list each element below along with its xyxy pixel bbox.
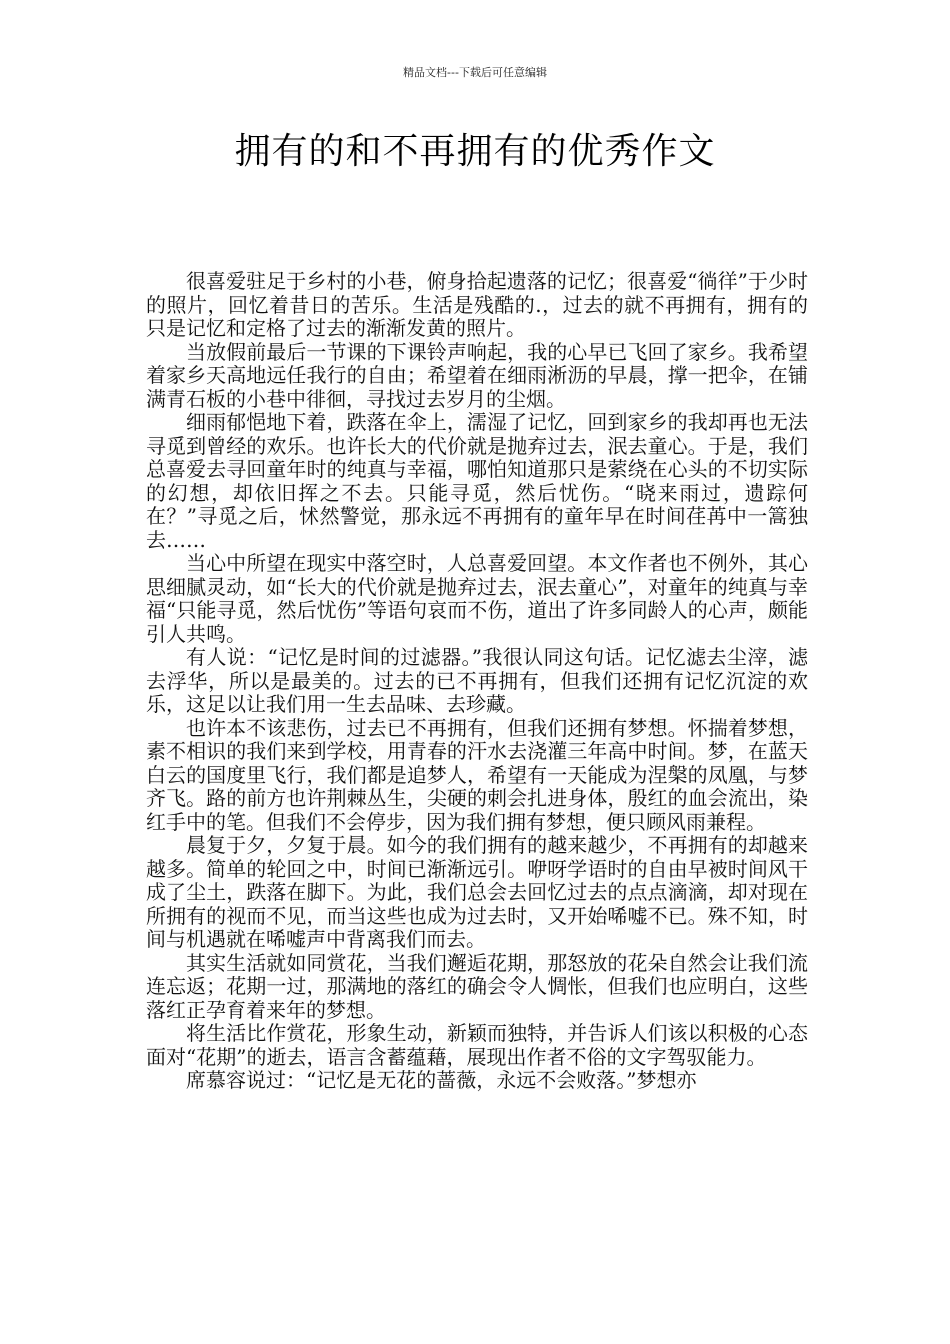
paragraph: 席慕容说过：“记忆是无花的蔷薇，永远不会败落。”梦想亦 [186,1068,697,1092]
paragraph: 细雨郁悒地下着，跌落在伞上，濡湿了记忆，回到家乡的我却再也无法寻觅到曾经的欢乐。也许长大的代价就是抛弃过去，泯去童心。于是，我们总喜爱去寻回童年时的纯真与幸福，哪怕知道那只是萦绕在心头的不切实际的幻想，却依旧挥之不去。只能寻觅，然后忧伤。“晓来雨过，遗踪何在？”寻觅之后，怵然警觉，那永远不再拥有的童年早在时间荏苒中一篙独去…… [146,410,808,552]
paragraph: 其实生活就如同赏花，当我们邂逅花期，那怒放的花朵自然会让我们流连忘返；花期一过，那满地的落红的确会令人惆怅，但我们也应明白，这些落红正孕育着来年的梦想。 [146,950,808,1022]
paragraph: 也许本不该悲伤，过去已不再拥有，但我们还拥有梦想。怀揣着梦想，素不相识的我们来到学校，用青春的汗水去浇灌三年高中时间。梦，在蓝天白云的国度里飞行，我们都是追梦人，希望有一天能成为涅槃的凤凰，与梦齐飞。路的前方也许荆棘丛生，尖硬的刺会扎进身体，殷红的血会流出，染红手中的笔。但我们不会停步，因为我们拥有梦想，便只顾风雨兼程。 [146,715,808,834]
paragraph: 将生活比作赏花，形象生动，新颖而独特，并告诉人们该以积极的心态面对“花期”的逝去，语言含蓄蕴藉，展现出作者不俗的文字驾驭能力。 [146,1021,808,1069]
document-title: 拥有的和不再拥有的优秀作文 [234,131,716,172]
paragraph: 有人说：“记忆是时间的过滤器。”我很认同这句话。记忆滤去尘滓，滤去浮华，所以是最美的。过去的已不再拥有，但我们还拥有记忆沉淀的欢乐，这足以让我们用一生去品味、去珍藏。 [146,645,808,716]
paragraph: 晨复于夕，夕复于晨。如今的我们拥有的越来越少，不再拥有的却越来越多。简单的轮回之中，时间已渐渐远引。咿呀学语时的自由早被时间风干成了尘土，跌落在脚下。为此，我们总会去回忆过去的点点滴滴，却对现在所拥有的视而不见，而当这些也成为过去时，又开始唏嘘不已。殊不知，时间与机遇就在唏嘘声中背离我们而去。 [146,833,808,951]
paragraph: 当放假前最后一节课的下课铃声响起，我的心早已飞回了家乡。我希望着家乡天高地远任我行的自由；希望着在细雨淅沥的早晨，撑一把伞，在铺满青石板的小巷中徘徊，寻找过去岁月的尘烟。 [146,339,808,411]
paragraph: 当心中所望在现实中落空时，人总喜爱回望。本文作者也不例外，其心思细腻灵动，如“长大的代价就是抛弃过去，泯去童心”，对童年的纯真与幸福“只能寻觅，然后忧伤”等语句哀而不伤，道出了许多同龄人的心声，颇能引人共鸣。 [146,551,808,646]
paragraph: 很喜爱驻足于乡村的小巷，俯身拾起遗落的记忆；很喜爱“徜徉”于少时的照片，回忆着昔日的苦乐。生活是残酷的.，过去的就不再拥有，拥有的只是记忆和定格了过去的渐渐发黄的照片。 [146,269,808,340]
document-body [146,270,808,1093]
header-note: 精品文档---下载后可任意编辑 [403,66,547,79]
